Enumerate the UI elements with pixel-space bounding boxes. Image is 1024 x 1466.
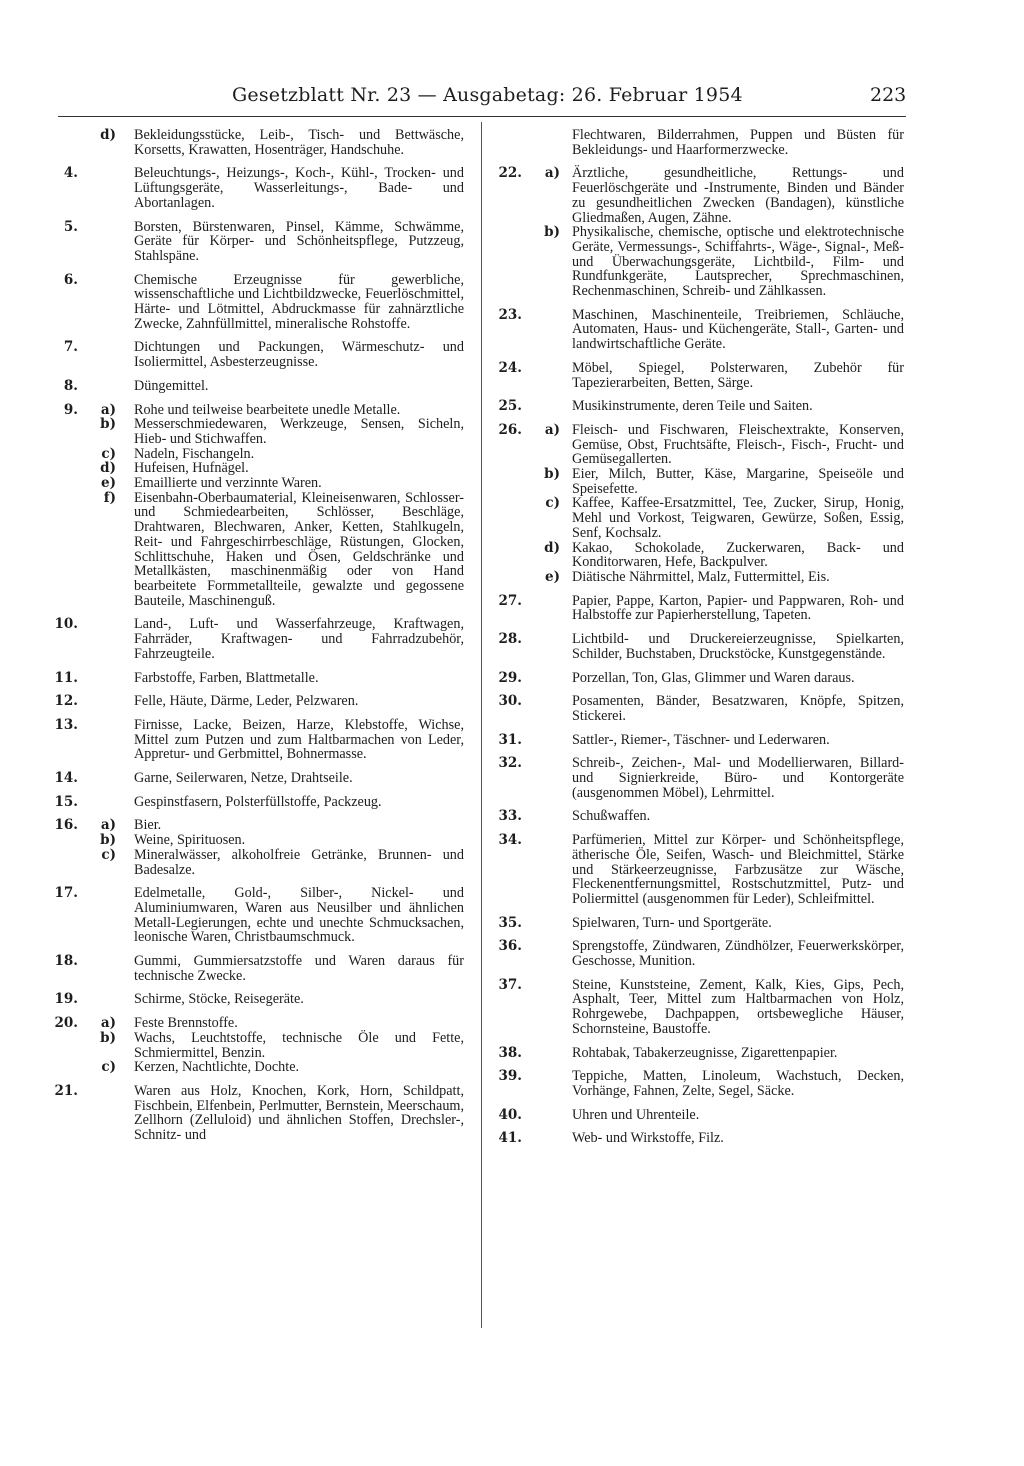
item-text: Maschinen, Maschinenteile, Treibriemen, Schläuche, Automaten, Haus- und Küchengeräte, Stall-, Garten- und landwirtschaftliche Geräte.	[572, 306, 904, 353]
item-subletter: b)	[544, 466, 560, 483]
list-item	[488, 496, 904, 540]
item-text: Rohe und teilweise bearbeitete unedle Metalle.	[134, 401, 401, 418]
item-text: Musikinstrumente, deren Teile und Saiten.	[572, 398, 813, 415]
item-text: Schirme, Stöcke, Reisegeräte.	[134, 991, 304, 1008]
item-text: Sattler-, Riemer-, Täschner- und Lederwaren.	[572, 731, 830, 748]
item-text: Teppiche, Matten, Linoleum, Wachstuch, Decken, Vorhänge, Fahnen, Zelte, Segel, Säcke.	[572, 1068, 904, 1099]
item-number: 30.	[498, 693, 522, 710]
item-number: 31.	[498, 731, 522, 748]
item-text: Kaffee, Kaffee-Ersatzmittel, Tee, Zucker, Sirup, Honig, Mehl und Vorkost, Teigwaren, Gewürze, Soßen, Essig, Senf, Kochsalz.	[572, 495, 904, 541]
list-item	[488, 1069, 904, 1098]
item-text: Edelmetalle, Gold-, Silber-, Nickel- und Aluminiumwaren, Waren aus Neusilber und ähnlichen Metall-Legierungen, echte und unechte Schmucksachen, leonische Waren, Christbaumschmuck.	[134, 885, 464, 946]
item-text: Feste Brennstoffe.	[134, 1015, 238, 1032]
item-number: 25.	[498, 398, 522, 415]
item-text: Messerschmiedewaren, Werkzeuge, Sensen, Sicheln, Hieb- und Stichwaffen.	[134, 416, 464, 447]
item-text: Ärztliche, gesundheitliche, Rettungs- und Feuerlöschgeräte und -Instrumente, Binden und Bänder zu gesundheitlichen Zwecken (Bandagen), künstliche Gliedmaßen, Augen, Zähne.	[572, 165, 904, 226]
item-text: Beleuchtungs-, Heizungs-, Koch-, Kühl-, Trocken- und Lüftungsgeräte, Wasserleitungs-, Bade- und Abortanlagen.	[134, 165, 464, 211]
item-text: Hufeisen, Hufnägel.	[134, 460, 249, 477]
list-item	[54, 273, 464, 332]
item-text: Farbstoffe, Farben, Blattmetalle.	[134, 669, 319, 686]
item-number: 40.	[498, 1106, 522, 1123]
item-number: 28.	[498, 631, 522, 648]
list-item	[488, 756, 904, 800]
left-column	[54, 128, 464, 1143]
item-text: Felle, Häute, Därme, Leder, Pelzwaren.	[134, 693, 359, 710]
list-item	[488, 833, 904, 907]
item-number: 9.	[63, 401, 78, 418]
list-item	[54, 340, 464, 369]
item-number: 38.	[498, 1044, 522, 1061]
item-number: 5.	[63, 218, 78, 235]
item-subletter: c)	[101, 1059, 116, 1076]
item-text: Borsten, Bürstenwaren, Pinsel, Kämme, Schwämme, Geräte für Körper- und Schönheitspflege, Putzzeug, Stahlspäne.	[134, 218, 464, 264]
item-subletter: a)	[100, 1015, 116, 1032]
item-text: Physikalische, chemische, optische und elektrotechnische Geräte, Vermessungs-, Schiffahrts-, Wäge-, Signal-, Meß- und Überwachungsgeräte, Lichtbild-, Film- und Rundfunkgeräte, Lautsprecher, Sprechmaschinen, Rechenmaschinen, Schreib- und Zählkassen.	[572, 224, 904, 300]
item-text: Mineralwässer, alkoholfreie Getränke, Brunnen- und Badesalze.	[134, 846, 464, 878]
item-number: 27.	[498, 592, 522, 609]
page-header-title: Gesetzblatt Nr. 23 — Ausgabetag: 26. Februar 1954	[232, 84, 743, 106]
item-text: Rohtabak, Tabakerzeugnisse, Zigarettenpapier.	[572, 1044, 838, 1061]
item-text: Kakao, Schokolade, Zuckerwaren, Back- und Konditorwaren, Hefe, Backpulver.	[572, 539, 904, 571]
right-column	[488, 128, 904, 1146]
item-number: 20.	[54, 1015, 78, 1032]
item-subletter: d)	[544, 539, 560, 556]
item-subletter: a)	[544, 421, 560, 438]
list-item	[488, 939, 904, 968]
item-text: Wachs, Leuchtstoffe, technische Öle und Fette, Schmiermittel, Benzin.	[134, 1029, 464, 1061]
item-subletter: a)	[100, 401, 116, 418]
item-subletter: b)	[100, 832, 116, 849]
item-subletter: a)	[100, 817, 116, 834]
item-text: Eier, Milch, Butter, Käse, Margarine, Speiseöle und Speisefette.	[572, 466, 904, 497]
item-number: 16.	[54, 817, 78, 834]
item-number: 39.	[498, 1068, 522, 1085]
item-number: 11.	[54, 669, 78, 686]
item-number: 22.	[498, 165, 522, 182]
list-item	[488, 809, 904, 824]
item-number: 24.	[498, 359, 522, 376]
item-number: 29.	[498, 669, 522, 686]
item-text: Eisenbahn-Oberbaumaterial, Kleineisenwaren, Schlosser- und Schmiedearbeiten, Schlösser, Beschläge, Drahtwaren, Blechwaren, Anker, Ketten, Stahlkugeln, Reit- und Fahrgeschirrbeschläge, Rüstungen, Glocken, Schlittschuhe, Haken und Ösen, Geldschränke und Metallkästen, maschinenmäßig oder von Hand bearbeitete Formmetallteile, gewalzte und gegossene Bauteile, Maschinenguß.	[134, 489, 464, 609]
item-number: 34.	[498, 832, 522, 849]
header-rule	[58, 116, 906, 117]
list-item	[54, 1031, 464, 1060]
item-number: 19.	[54, 991, 78, 1008]
item-number: 7.	[63, 339, 78, 356]
list-item	[488, 423, 904, 467]
list-item	[54, 1060, 464, 1075]
item-text: Chemische Erzeugnisse für gewerbliche, wissenschaftliche und Lichtbildzwecke, Feuerlöschmittel, Härte- und Lötmittel, Abdruckmasse für zahnärztliche Zwecke, Zahnfüllmittel, mineralische Rohstoffe.	[134, 271, 464, 332]
item-text: Papier, Pappe, Karton, Papier- und Pappwaren, Roh- und Halbstoffe zur Papierherstellung, Tapeten.	[572, 592, 904, 624]
list-item	[54, 886, 464, 945]
list-item	[54, 166, 464, 210]
item-text: Garne, Seilerwaren, Netze, Drahtseile.	[134, 770, 353, 787]
list-item	[54, 694, 464, 709]
list-item	[54, 403, 464, 418]
item-number: 21.	[54, 1082, 78, 1099]
item-text: Kerzen, Nachtlichte, Dochte.	[134, 1059, 300, 1076]
list-item	[488, 225, 904, 299]
list-item	[54, 220, 464, 264]
list-item	[488, 399, 904, 414]
item-text: Diätische Nährmittel, Malz, Futtermittel, Eis.	[572, 568, 830, 585]
item-text: Steine, Kunststeine, Zement, Kalk, Kies, Gips, Pech, Asphalt, Teer, Mittel zum Haltbarmachen von Holz, Rohrgewebe, Dachpappen, ortsbewegliche Häuser, Schornsteine, Baustoffe.	[572, 976, 904, 1037]
item-subletter: d)	[100, 460, 116, 477]
list-item	[54, 379, 464, 394]
item-number: 32.	[498, 755, 522, 772]
list-item	[488, 733, 904, 748]
column-divider	[481, 122, 482, 1328]
page-number: 223	[870, 84, 907, 106]
list-item	[54, 795, 464, 810]
item-text: Möbel, Spiegel, Polsterwaren, Zubehör für Tapezierarbeiten, Betten, Särge.	[572, 359, 904, 391]
item-text: Waren aus Holz, Knochen, Kork, Horn, Schildpatt, Fischbein, Elfenbein, Perlmutter, Bernstein, Meerschaum, Zellhorn (Zelluloid) und ähnlichen Stoffen, Drechsler-, Schnitz- und	[134, 1082, 464, 1144]
item-text: Flechtwaren, Bilderrahmen, Puppen und Büsten für Bekleidungs- und Haarformerzwecke.	[572, 127, 904, 158]
item-number: 18.	[54, 953, 78, 970]
item-text: Schußwaffen.	[572, 808, 651, 825]
item-text: Parfümerien, Mittel zur Körper- und Schönheitspflege, ätherische Öle, Seifen, Wasch- und Bleichmittel, Stärke und Stärkeerzeugnisse, Farbzusätze zur Wäsche, Fleckenentfernungsmittel, Rostschutzmittel, Putz- und Poliermittel (ausgenommen für Leder), Schleifmittel.	[572, 832, 904, 907]
list-item	[54, 718, 464, 762]
list-item	[488, 467, 904, 496]
item-text: Düngemittel.	[134, 377, 209, 394]
item-text: Fleisch- und Fischwaren, Fleischextrakte, Konserven, Gemüse, Obst, Fruchtsäfte, Fleisch-, Fisch-, Frucht- und Gemüsegallerten.	[572, 421, 904, 468]
list-item	[54, 1016, 464, 1031]
item-subletter: b)	[100, 416, 116, 433]
list-item	[54, 476, 464, 491]
list-item	[54, 491, 464, 609]
item-number: 13.	[54, 716, 78, 733]
item-number: 26.	[498, 421, 522, 438]
item-subletter: e)	[101, 475, 116, 492]
list-item	[488, 632, 904, 661]
item-number: 4.	[63, 165, 78, 182]
item-text: Porzellan, Ton, Glas, Glimmer und Waren daraus.	[572, 669, 855, 686]
list-item	[54, 671, 464, 686]
item-text: Sprengstoffe, Zündwaren, Zündhölzer, Feuerwerkskörper, Geschosse, Munition.	[572, 938, 904, 970]
item-number: 17.	[54, 885, 78, 902]
item-text: Schreib-, Zeichen-, Mal- und Modellierwaren, Billard- und Signierkreide, Büro- und Kontorgeräte (ausgenommen Möbel), Lehrmittel.	[572, 755, 904, 801]
item-text: Dichtungen und Packungen, Wärmeschutz- und Isoliermittel, Asbesterzeugnisse.	[134, 339, 464, 371]
list-item	[488, 361, 904, 390]
item-number: 6.	[63, 271, 78, 288]
list-item	[488, 1108, 904, 1123]
list-item	[54, 1084, 464, 1143]
list-item	[54, 833, 464, 848]
list-item	[488, 594, 904, 623]
item-number: 35.	[498, 914, 522, 931]
item-text: Lichtbild- und Druckereierzeugnisse, Spielkarten, Schilder, Buchstaben, Druckstöcke, Kunstgegenstände.	[572, 631, 904, 662]
item-number: 23.	[498, 306, 522, 323]
item-text: Web- und Wirkstoffe, Filz.	[572, 1130, 724, 1147]
list-item	[488, 916, 904, 931]
item-subletter: f)	[103, 489, 116, 506]
list-item	[54, 954, 464, 983]
list-item	[54, 128, 464, 157]
list-item	[54, 417, 464, 446]
item-subletter: b)	[544, 224, 560, 241]
item-subletter: c)	[101, 445, 116, 462]
item-subletter: a)	[544, 165, 560, 182]
item-text: Gummi, Gummiersatzstoffe und Waren daraus für technische Zwecke.	[134, 953, 464, 984]
item-text: Emaillierte und verzinnte Waren.	[134, 475, 322, 492]
list-item	[488, 570, 904, 585]
item-text: Spielwaren, Turn- und Sportgeräte.	[572, 914, 772, 931]
item-text: Bier.	[134, 817, 162, 834]
list-item	[488, 671, 904, 686]
list-item	[54, 992, 464, 1007]
item-number: 8.	[63, 377, 78, 394]
list-item	[54, 461, 464, 476]
item-subletter: e)	[545, 568, 560, 585]
list-item	[488, 1131, 904, 1146]
item-subletter: c)	[545, 495, 560, 512]
item-number: 41.	[498, 1130, 522, 1147]
list-item	[54, 818, 464, 833]
item-text: Firnisse, Lacke, Beizen, Harze, Klebstoffe, Wichse, Mittel zum Putzen und zum Haltbarmachen von Leder, Appretur- und Gerbmittel, Bohnermasse.	[134, 716, 464, 763]
item-text: Bekleidungsstücke, Leib-, Tisch- und Bettwäsche, Korsetts, Krawatten, Hosenträger, Handschuhe.	[134, 127, 464, 158]
list-item	[54, 617, 464, 661]
item-number: 14.	[54, 770, 78, 787]
list-item	[54, 848, 464, 877]
list-item	[488, 166, 904, 225]
list-item	[488, 308, 904, 352]
item-text: Nadeln, Fischangeln.	[134, 445, 255, 462]
item-text: Posamenten, Bänder, Besatzwaren, Knöpfe, Spitzen, Stickerei.	[572, 693, 904, 724]
list-item	[54, 447, 464, 462]
item-number: 12.	[54, 693, 78, 710]
item-subletter: c)	[101, 846, 116, 863]
item-subletter: b)	[100, 1029, 116, 1046]
item-number: 36.	[498, 938, 522, 955]
item-number: 33.	[498, 808, 522, 825]
list-item	[488, 1046, 904, 1061]
item-text: Uhren und Uhrenteile.	[572, 1106, 700, 1123]
item-number: 15.	[54, 793, 78, 810]
item-text: Land-, Luft- und Wasserfahrzeuge, Kraftwagen, Fahrräder, Kraftwagen- und Fahrradzubehör, Fahrzeugteile.	[134, 616, 464, 662]
list-item	[488, 978, 904, 1037]
item-text: Gespinstfasern, Polsterfüllstoffe, Packzeug.	[134, 793, 382, 810]
list-item	[488, 541, 904, 570]
item-number: 10.	[54, 616, 78, 633]
list-item	[488, 694, 904, 723]
item-text: Weine, Spirituosen.	[134, 832, 246, 849]
item-subletter: d)	[100, 127, 116, 143]
list-item	[54, 771, 464, 786]
list-item	[488, 128, 904, 157]
item-number: 37.	[498, 976, 522, 993]
